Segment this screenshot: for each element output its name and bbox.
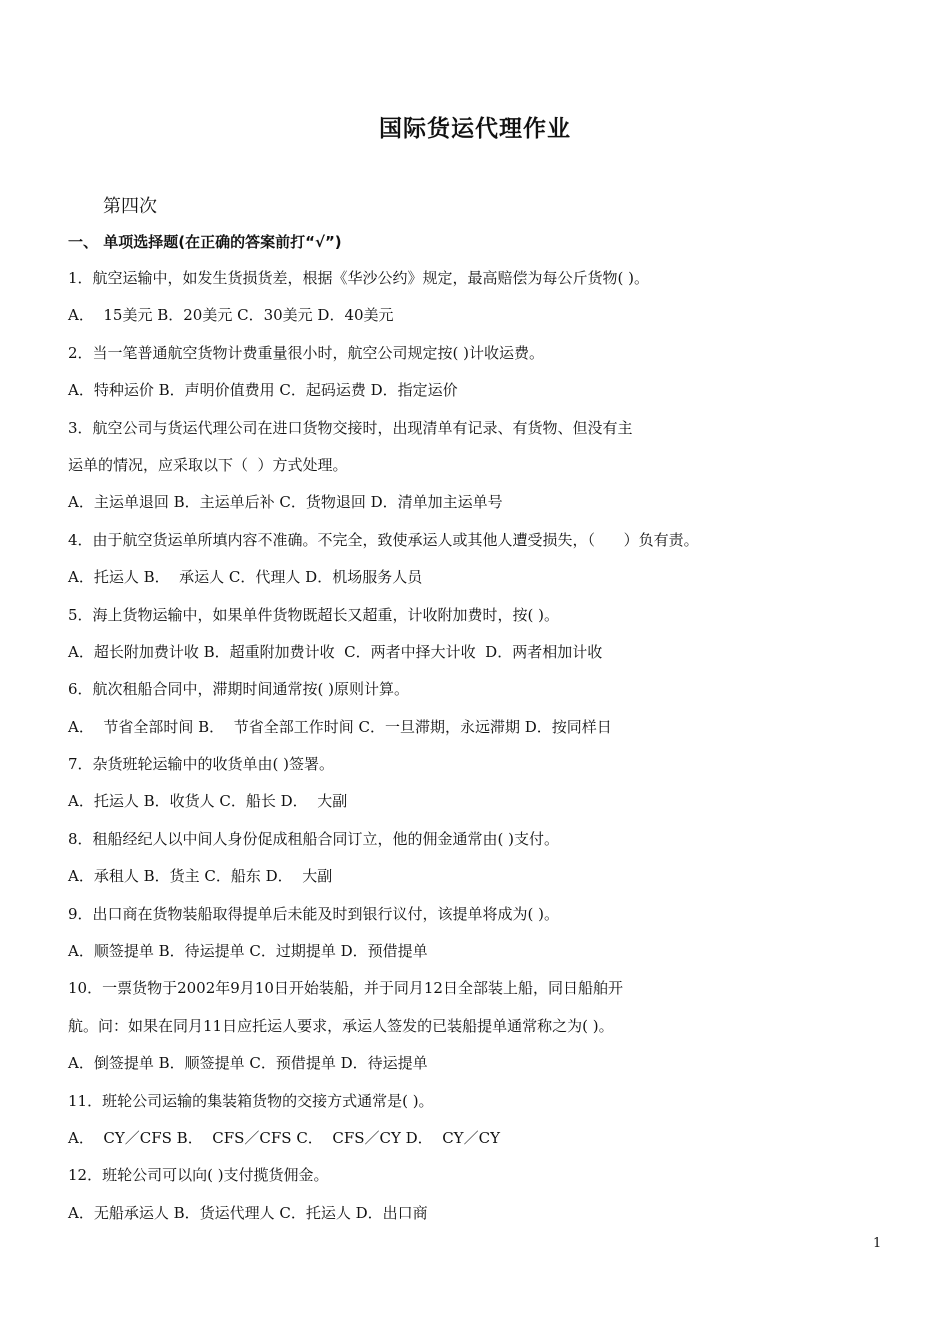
question-line: 12．班轮公司可以向( )支付揽货佣金。 bbox=[68, 1166, 329, 1185]
document-title: 国际货运代理作业 bbox=[379, 116, 571, 142]
question-line: 3．航空公司与货运代理公司在进口货物交接时，出现清单有记录、有货物、但没有主 bbox=[68, 418, 633, 437]
question-line: 5．海上货物运输中，如果单件货物既超长又超重，计收附加费时，按( )。 bbox=[68, 605, 560, 624]
answer-options-line: A．特种运价 B．声明价值费用 C．起码运费 D．指定运价 bbox=[68, 381, 458, 400]
answer-options-line: A．托运人 B． 承运人 C．代理人 D．机场服务人员 bbox=[68, 568, 423, 587]
question-line: 8．租船经纪人以中间人身份促成租船合同订立，他的佣金通常由( )支付。 bbox=[68, 829, 560, 848]
answer-options-line: A． CY／CFS B． CFS／CFS C． CFS／CY D． CY／CY bbox=[68, 1128, 500, 1147]
question-line: 6．航次租船合同中，滞期时间通常按( )原则计算。 bbox=[68, 680, 410, 699]
answer-options-line: A．托运人 B．收货人 C．船长 D． 大副 bbox=[68, 792, 348, 811]
question-line: 1．航空运输中，如发生货损货差，根据《华沙公约》规定，最高赔偿为每公斤货物( )。 bbox=[68, 269, 650, 287]
question-line: 10．一票货物于2002年9月10日开始装船，并于同月12日全部装上船，同日船舶开 bbox=[68, 979, 623, 998]
question-line-continued: 航。问：如果在同月11日应托运人要求，承运人签发的已装船提单通常称之为( )。 bbox=[68, 1016, 614, 1035]
answer-options-line: A．承租人 B．货主 C．船东 D． 大副 bbox=[68, 867, 333, 886]
answer-options-line: A． 节省全部时间 B． 节省全部工作时间 C．一旦滞期，永远滞期 D．按同样日 bbox=[68, 717, 612, 736]
question-line: 7．杂货班轮运输中的收货单由( )签署。 bbox=[68, 755, 335, 774]
answer-options-line: A． 15美元 B．20美元 C．30美元 D．40美元 bbox=[68, 306, 394, 325]
answer-options-line: A．无船承运人 B．货运代理人 C．托运人 D．出口商 bbox=[68, 1203, 428, 1222]
answer-options-line: A．主运单退回 B．主运单后补 C．货物退回 D．清单加主运单号 bbox=[68, 493, 503, 512]
question-line: 2．当一笔普通航空货物计费重量很小时，航空公司规定按( )计收运费。 bbox=[68, 343, 545, 362]
answer-options-line: A．超长附加费计收 B．超重附加费计收 C．两者中择大计收 D．两者相加计收 bbox=[68, 642, 603, 661]
question-line: 11．班轮公司运输的集装箱货物的交接方式通常是( )。 bbox=[68, 1091, 434, 1110]
answer-options-line: A．顺签提单 B．待运提单 C．过期提单 D．预借提单 bbox=[68, 942, 428, 961]
question-list bbox=[68, 266, 868, 1238]
session-label: 第四次 bbox=[103, 196, 157, 217]
section-heading: 一、 单项选择题(在正确的答案前打“√”) bbox=[68, 233, 342, 251]
question-line-continued: 运单的情况，应采取以下（ ）方式处理。 bbox=[68, 455, 348, 474]
question-line: 4．由于航空货运单所填内容不准确。不完全，致使承运人或其他人遭受损失，（ ）负有责。 bbox=[68, 530, 699, 549]
page-number: 1 bbox=[873, 1236, 882, 1251]
question-line: 9．出口商在货物装船取得提单后未能及时到银行议付，该提单将成为( )。 bbox=[68, 904, 560, 923]
answer-options-line: A．倒签提单 B．顺签提单 C．预借提单 D．待运提单 bbox=[68, 1054, 428, 1073]
